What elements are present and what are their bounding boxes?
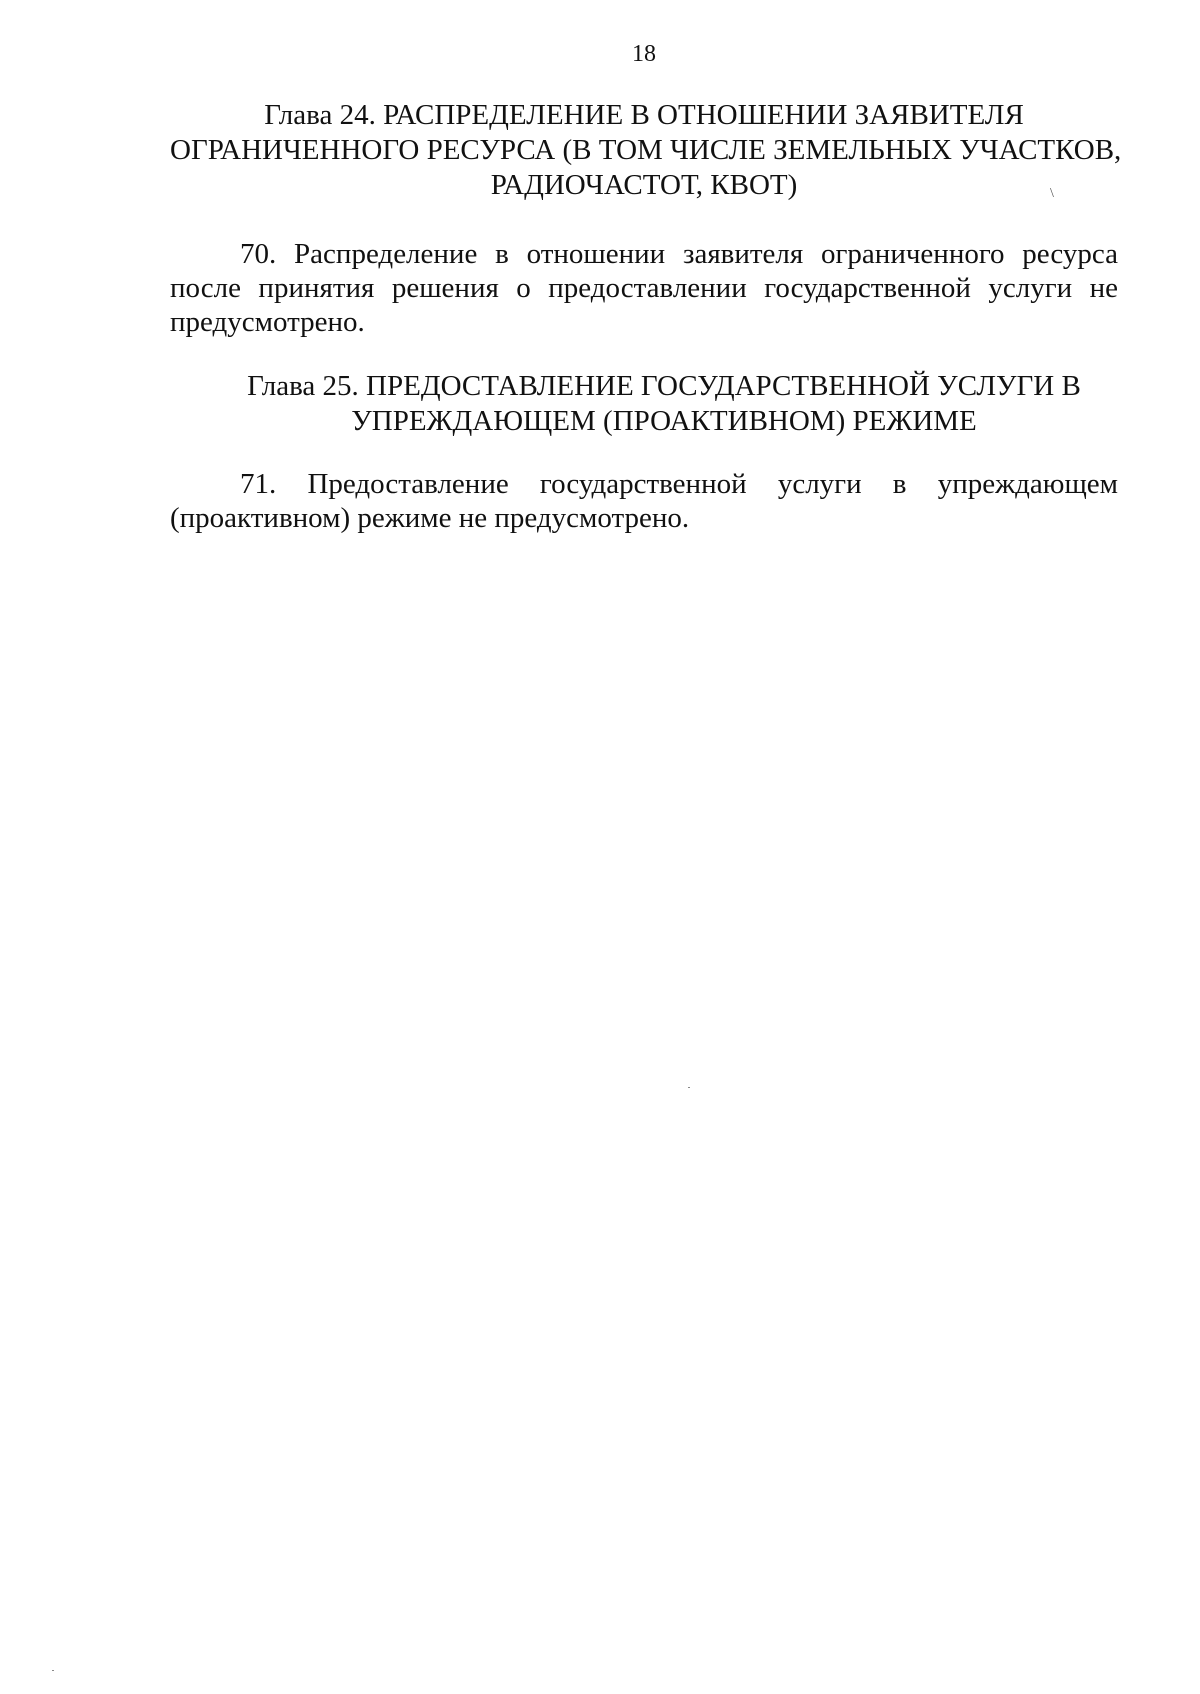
chapter-25-heading — [170, 369, 1118, 439]
paragraph-71: 71. Предоставление государственной услуги в упреждающем (проактивном) режиме не предусмотрено. — [170, 468, 1118, 534]
scan-artifact-dot — [52, 1670, 54, 1671]
heading-line: УПРЕЖДАЮЩЕМ (ПРОАКТИВНОМ) РЕЖИМЕ — [351, 405, 977, 437]
scan-artifact-mark: \ — [1050, 186, 1054, 201]
scan-artifact-dot — [688, 1087, 690, 1088]
page-number: 18 — [632, 41, 656, 67]
heading-line: ОГРАНИЧЕННОГО РЕСУРСА (В ТОМ ЧИСЛЕ ЗЕМЕЛЬНЫХ УЧАСТКОВ, — [170, 134, 1122, 166]
chapter-24-heading — [170, 98, 1122, 203]
document-body — [170, 98, 1122, 535]
heading-line: Глава 25. ПРЕДОСТАВЛЕНИЕ ГОСУДАРСТВЕННОЙ УСЛУГИ В — [247, 370, 1081, 402]
heading-line: РАДИОЧАСТОТ, КВОТ) — [490, 169, 798, 201]
heading-line: Глава 24. РАСПРЕДЕЛЕНИЕ В ОТНОШЕНИИ ЗАЯВИТЕЛЯ — [264, 99, 1024, 131]
paragraph-70: 70. Распределение в отношении заявителя ограниченного ресурса после принятия решения о предоставлении государственной услуги не предусмотрено. — [170, 238, 1118, 338]
